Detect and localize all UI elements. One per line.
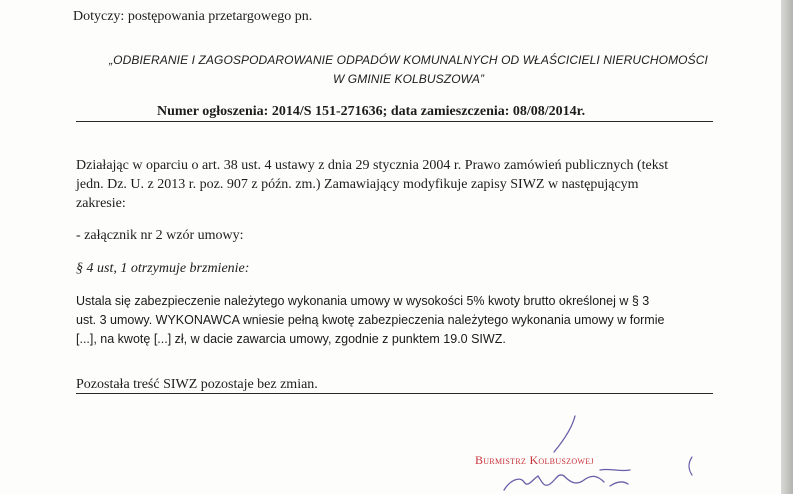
announcement-underline <box>76 121 713 122</box>
handwritten-signature <box>480 410 680 494</box>
main-paragraph-line: zakresie: <box>76 196 126 211</box>
title-line-2: W GMINIE KOLBUSZOWA” <box>332 72 485 86</box>
ink-mark <box>684 455 698 477</box>
clause-body-line: Ustala się zabezpieczenie należytego wykonania umowy w wysokości 5% kwoty brutto określonej w § 3 <box>76 294 650 308</box>
closing-rule <box>76 393 713 394</box>
clause-body-line: [...], na kwotę [...] zł, w dacie zawarcia umowy, zgodnie z punktem 19.0 SIWZ. <box>76 332 506 346</box>
attachment-line: - załącznik nr 2 wzór umowy: <box>76 228 244 243</box>
main-paragraph <box>76 156 716 213</box>
clause-body <box>76 292 726 349</box>
clause-body-line: ust. 3 umowy. WYKONAWCA wniesie pełną kwotę zabezpieczenia należytego wykonania umowy w formie <box>76 313 665 327</box>
remainder-line: Pozostała treść SIWZ pozostaje bez zmian. <box>76 377 318 392</box>
main-paragraph-line: jedn. Dz. U. z 2013 r. poz. 907 z późn. zm.) Zamawiający modyfikuje zapisy SIWZ w następującym <box>76 177 639 192</box>
title-line-1: „ODBIERANIE I ZAGOSPODAROWANIE ODPADÓW KOMUNALNYCH OD WŁAŚCICIELI NIERUCHOMOŚCI <box>109 53 708 67</box>
clause-heading: § 4 ust, 1 otrzymuje brzmienie: <box>76 261 250 276</box>
signature-title: Burmistrz Kolbuszowej <box>475 453 594 467</box>
announcement-line: Numer ogłoszenia: 2014/S 151-271636; data zamieszczenia: 08/08/2014r. <box>157 104 586 119</box>
main-paragraph-line: Działając w oparciu o art. 38 ust. 4 ustawy z dnia 29 stycznia 2004 r. Prawo zamówień publicznych (tekst <box>76 158 669 173</box>
re-line: Dotyczy: postępowania przetargowego pn. <box>73 9 313 24</box>
